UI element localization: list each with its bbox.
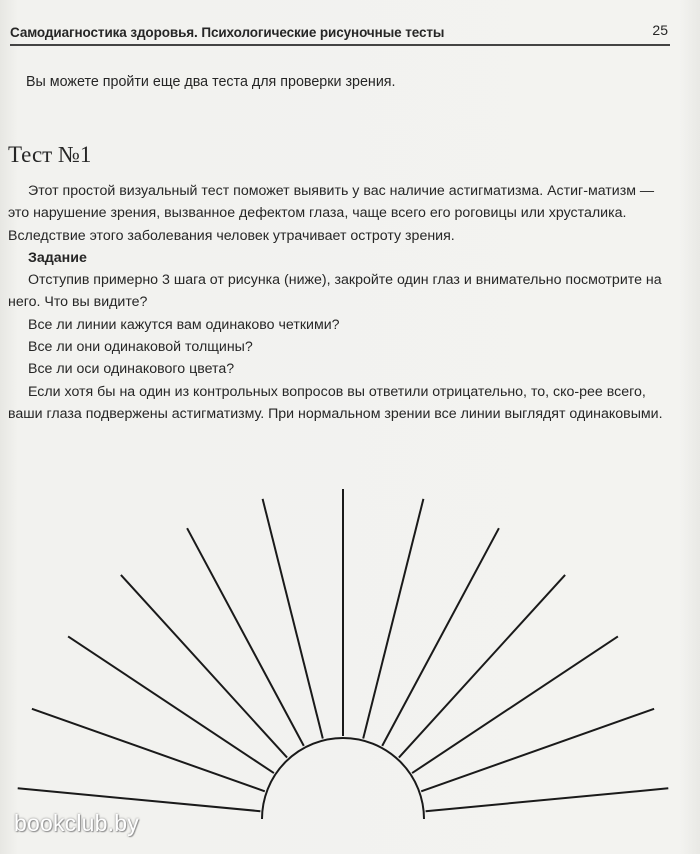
question-2: Все ли они одинаковой толщины? xyxy=(28,339,253,356)
fan-line xyxy=(263,499,323,739)
paragraph-instruction: Отступив примерно 3 шага от рисунка (ниже), закройте один глаз и внимательно посмотрите на него. Что вы видите? xyxy=(8,272,662,311)
page-number: 25 xyxy=(652,22,668,38)
semicircle-arc xyxy=(262,738,424,819)
intro-text: Вы можете пройти еще два теста для проверки зрения. xyxy=(26,74,396,90)
fan-line xyxy=(32,709,265,792)
fan-chart-svg xyxy=(0,480,700,854)
test-body xyxy=(8,180,672,425)
fan-line xyxy=(426,788,669,811)
fan-line xyxy=(421,709,654,792)
header-rule xyxy=(10,44,670,46)
paragraph-conclusion: Если хотя бы на один из контрольных вопросов вы ответили отрицательно, то, ско-рее всего, ваши глаза подвержены астигматизму. При нормальном зрении все линии выглядят одинаковыми. xyxy=(8,383,663,422)
test-title: Тест №1 xyxy=(8,142,92,167)
fan-line xyxy=(68,636,274,773)
question-1: Все ли линии кажутся вам одинаково четкими? xyxy=(28,316,340,333)
paragraph-description: Этот простой визуальный тест поможет выявить у вас наличие астигматизма. Астиг-матизм — это нарушение зрения, вызванное дефектом глаза, чаще всего его роговицы или хрусталика. Вследствие этого заболевания человек утрачивает остроту зрения. xyxy=(8,183,655,244)
fan-line xyxy=(18,788,261,811)
watermark-logo: bookclub.by xyxy=(14,810,139,836)
task-heading: Задание xyxy=(28,249,87,266)
fan-line xyxy=(363,499,423,739)
running-head: Самодиагностика здоровья. Психологические рисуночные тесты xyxy=(10,25,445,40)
fan-line xyxy=(412,636,618,773)
astigmatism-figure xyxy=(0,480,700,854)
page-header xyxy=(10,22,668,42)
question-3: Все ли оси одинакового цвета? xyxy=(28,361,235,378)
